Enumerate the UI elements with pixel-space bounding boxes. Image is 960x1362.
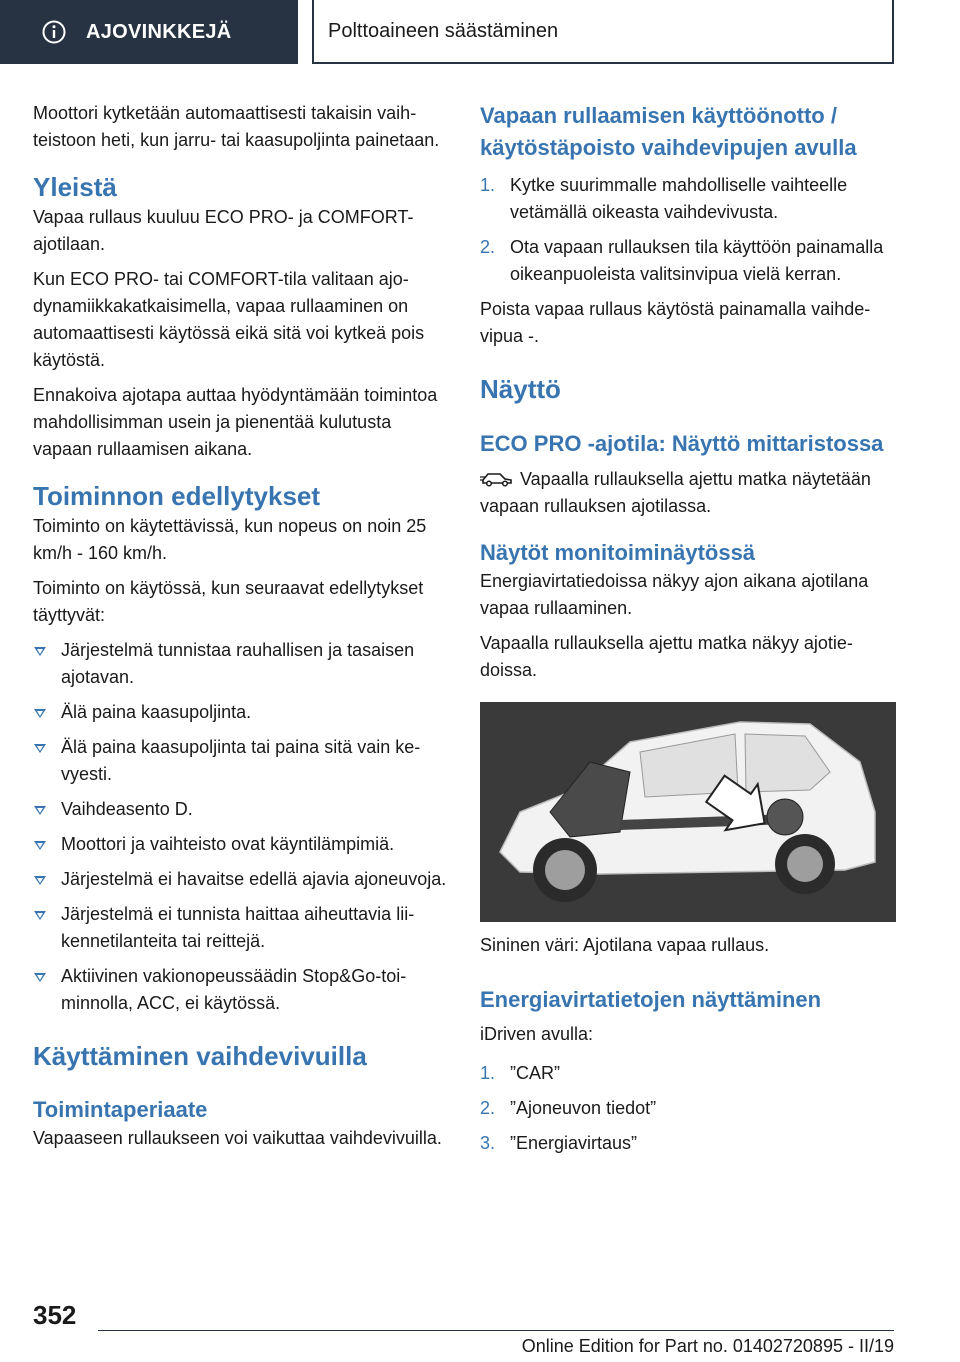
kayttaminen-p1: Vapaaseen rullaukseen voi vaikuttaa vaihdevivuilla.: [33, 1128, 442, 1148]
chapter-title: Polttoaineen säästäminen: [328, 19, 559, 42]
triangle-bullet-icon: [34, 744, 46, 753]
list-item: Järjestelmä ei havaitse edellä ajavia ajoneuvoja.: [33, 866, 449, 893]
triangle-bullet-icon: [34, 973, 46, 982]
heading-yleista: Yleistä: [33, 172, 117, 202]
list-item: 1. ”CAR”: [480, 1063, 560, 1083]
intro-paragraph: Moottori kytketään automaattisesti takaisin vaihteistoon heti, kun jarru- tai kaasupoljinta painetaan.: [33, 103, 440, 150]
yleista-p3: Ennakoiva ajotapa auttaa hyödyntämään toimintoa mahdollisimman usein ja pienentää kulutusta vapaan rullaamisen aikana.: [33, 385, 438, 459]
car-drivetrain-figure: [480, 702, 896, 922]
list-item: Moottori ja vaihteisto ovat käyntilämpimiä.: [33, 831, 449, 858]
left-column: [33, 100, 449, 1160]
kayttoonotto-p1: Poista vapaa rullaus käytöstä painamalla vaihdevipua -.: [480, 299, 871, 346]
list-item: 2. Ota vapaan rullauksen tila käyttöön painamalla oikeanpuoleista valitsinvipua vielä kerran.: [480, 237, 884, 284]
triangle-bullet-icon: [34, 841, 46, 850]
heading-kayttaminen: Käyttäminen vaihdevivuilla: [33, 1041, 367, 1071]
right-column: [480, 100, 896, 1165]
heading-kayttoonotto: Vapaan rullaamisen käyttöönotto / käytöstäpoisto vaihdevipujen avulla: [480, 103, 857, 160]
list-item: 2. ”Ajoneuvon tiedot”: [480, 1098, 657, 1118]
heading-naytto: Näyttö: [480, 374, 561, 404]
chapter-tab: [312, 0, 894, 64]
footer-divider: [98, 1330, 894, 1331]
figure-caption: Sininen väri: Ajotilana vapaa rullaus.: [480, 935, 770, 955]
triangle-bullet-icon: [34, 709, 46, 718]
monitoiminaytto-p2: Vapaalla rullauksella ajettu matka näkyy ajotiedoissa.: [480, 633, 853, 680]
list-item: Älä paina kaasupoljinta.: [33, 699, 449, 726]
section-title: AJOVINKKEJÄ: [86, 20, 232, 43]
triangle-bullet-icon: [34, 876, 46, 885]
yleista-p1: Vapaa rullaus kuuluu ECO PRO- ja COMFORT-ajotilaan.: [33, 207, 414, 254]
info-icon: [42, 20, 66, 44]
eco-pro-text: Vapaalla rullauksella ajettu matka näytetään vapaan rullauksen ajotilassa.: [480, 469, 871, 516]
triangle-bullet-icon: [34, 911, 46, 920]
heading-monitoiminaytto: Näytöt monitoiminäytössä: [480, 540, 756, 565]
monitoiminaytto-p1: Energiavirtatiedoissa näkyy ajon aikana ajotilana vapaa rullaaminen.: [480, 571, 869, 618]
heading-edellytykset: Toiminnon edellytykset: [33, 481, 321, 511]
list-item: Järjestelmä ei tunnista haittaa aiheuttavia liikennetilanteita tai reittejä.: [33, 901, 449, 955]
page-header: [0, 0, 960, 66]
list-item: Älä paina kaasupoljinta tai paina sitä vain kevyesti.: [33, 734, 449, 788]
triangle-bullet-icon: [34, 806, 46, 815]
edellytykset-p1: Toiminto on käytettävissä, kun nopeus on noin 25 km/h - 160 km/h.: [33, 516, 427, 563]
subheading-toimintaperiaate: Toimintaperiaate: [33, 1097, 208, 1122]
heading-eco-pro: ECO PRO -ajotila: Näyttö mittaristossa: [480, 431, 884, 456]
edellytykset-p2: Toiminto on käytössä, kun seuraavat edellytykset täyttyvät:: [33, 578, 424, 625]
energia-p1: iDriven avulla:: [480, 1024, 594, 1044]
list-item: Järjestelmä tunnistaa rauhallisen ja tasaisen ajotavan.: [33, 637, 449, 691]
list-item: 3. ”Energiavirtaus”: [480, 1133, 638, 1153]
list-item: 1. Kytke suurimmalle mahdolliselle vaihteelle vetämällä oikeasta vaihdevivusta.: [480, 175, 848, 222]
section-tab: [0, 0, 298, 64]
page-number: 352: [33, 1300, 77, 1330]
triangle-bullet-icon: [34, 647, 46, 656]
yleista-p2: Kun ECO PRO- tai COMFORT-tila valitaan ajodynamiikkakatkaisimella, vapaa rullaaminen on automaattisesti käytössä eikä sitä voi kytkeä pois käytöstä.: [33, 269, 425, 370]
edition-text: Online Edition for Part no. 01402720895 - II/19: [521, 1336, 894, 1356]
heading-energiavirta: Energiavirtatietojen näyttäminen: [480, 987, 822, 1012]
list-item: Aktiivinen vakionopeussäädin Stop&Go-toiminnolla, ACC, ei käytössä.: [33, 963, 449, 1017]
coasting-car-icon: [480, 469, 514, 487]
activation-steps: [480, 172, 896, 288]
conditions-list: [33, 637, 449, 1017]
list-item: Vaihdeasento D.: [33, 796, 449, 823]
energy-steps: [480, 1060, 896, 1157]
